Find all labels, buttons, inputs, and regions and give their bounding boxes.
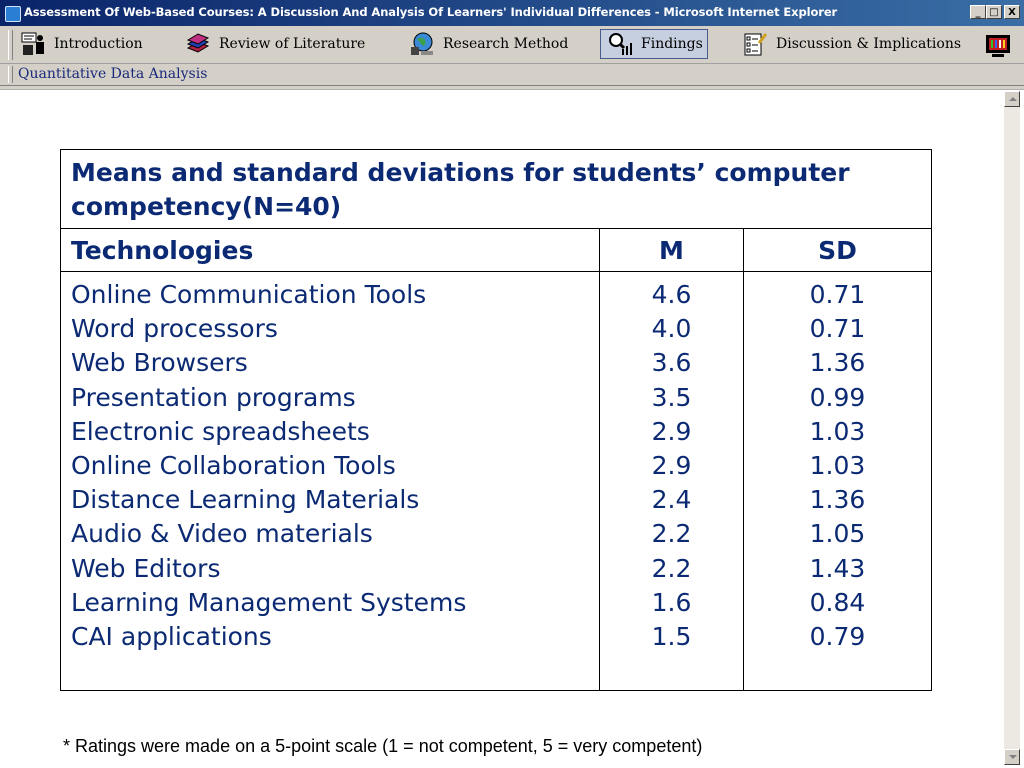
toolbar-grip[interactable]	[8, 30, 13, 60]
mean-cell: 4.0	[651, 314, 692, 344]
window-title: Assessment Of Web-Based Courses: A Discussion And Analysis Of Learners' Individual Differences - Microsoft Internet Explorer	[24, 5, 838, 19]
nav-label: Findings	[641, 36, 703, 52]
mean-cell: 2.9	[651, 451, 692, 481]
nav-label: Research Method	[443, 36, 569, 52]
toolbar-divider	[0, 86, 1024, 90]
sd-cell: 1.43	[809, 553, 866, 583]
technology-cell: CAI applications	[71, 622, 272, 652]
mean-cell: 3.5	[651, 382, 692, 412]
books-icon	[185, 31, 211, 57]
sd-cell: 1.03	[809, 416, 866, 446]
globe-person-icon	[409, 31, 435, 57]
nav-label: Review of Literature	[219, 36, 366, 52]
technology-cell: Learning Management Systems	[71, 587, 467, 617]
table-caption: Means and standard deviations for students’ computer competency(N=40)	[61, 150, 932, 229]
breadcrumb-bar	[0, 64, 1024, 86]
technology-cell: Online Collaboration Tools	[71, 451, 396, 481]
header-sd: SD	[744, 229, 932, 272]
sd-column	[744, 272, 932, 691]
sd-cell: 0.71	[809, 314, 866, 344]
arrow-down-icon	[1009, 755, 1017, 759]
technology-cell: Presentation programs	[71, 382, 356, 412]
mean-cell: 2.2	[651, 553, 692, 583]
maximize-button[interactable]: □	[986, 5, 1002, 19]
technology-cell: Word processors	[71, 314, 278, 344]
presenter-icon	[20, 31, 46, 57]
technology-cell: Distance Learning Materials	[71, 485, 420, 515]
ie-app-icon[interactable]	[5, 6, 21, 22]
sd-cell: 0.84	[809, 587, 866, 617]
scroll-down-button[interactable]	[1004, 749, 1020, 765]
window-controls	[968, 5, 1020, 19]
sd-cell: 0.79	[809, 622, 866, 652]
mean-cell: 2.4	[651, 485, 692, 515]
mean-cell: 2.9	[651, 416, 692, 446]
technology-cell: Electronic spreadsheets	[71, 416, 370, 446]
table-header-row	[61, 229, 932, 272]
competency-table	[60, 149, 932, 691]
technology-column	[61, 272, 600, 691]
mean-cell: 3.6	[651, 348, 692, 378]
breadcrumb: Quantitative Data Analysis	[18, 66, 208, 82]
navigation-toolbar	[0, 26, 1024, 64]
checklist-icon	[742, 31, 768, 57]
technology-cell: Online Communication Tools	[71, 280, 427, 309]
vertical-scrollbar[interactable]	[1004, 91, 1020, 765]
nav-label: Discussion & Implications	[776, 36, 962, 52]
nav-introduction[interactable]	[14, 29, 149, 59]
minimize-button[interactable]: _	[970, 5, 986, 19]
header-mean: M	[600, 229, 744, 272]
sd-cell: 1.36	[809, 485, 866, 515]
arrow-up-icon	[1009, 97, 1017, 101]
nav-discussion-implications[interactable]	[736, 29, 967, 59]
magnifier-chart-icon	[607, 31, 633, 57]
header-technologies: Technologies	[61, 229, 600, 272]
technology-cell: Web Browsers	[71, 348, 248, 378]
mean-cell: 1.6	[651, 587, 692, 617]
technology-cell: Audio & Video materials	[71, 519, 373, 549]
mean-column	[600, 272, 744, 691]
sd-cell: 1.03	[809, 451, 866, 481]
sd-cell: 1.05	[809, 519, 866, 549]
monitor-icon[interactable]	[984, 34, 1012, 60]
nav-review-of-literature[interactable]	[179, 29, 371, 59]
mean-cell: 2.2	[651, 519, 692, 549]
mean-cell: 1.5	[651, 622, 692, 652]
scroll-up-button[interactable]	[1004, 91, 1020, 107]
window-title-bar	[0, 0, 1024, 26]
nav-research-method[interactable]	[403, 29, 574, 59]
nav-label: Introduction	[54, 36, 143, 52]
sd-cell: 1.36	[809, 348, 866, 378]
technology-cell: Web Editors	[71, 553, 221, 583]
mean-cell: 4.6	[651, 280, 692, 309]
toolbar-grip[interactable]	[8, 66, 13, 83]
nav-findings[interactable]	[600, 29, 708, 59]
footnote: * Ratings were made on a 5-point scale (1 = not competent, 5 = very competent)	[63, 736, 703, 756]
sd-cell: 0.71	[809, 280, 866, 309]
sd-cell: 0.99	[809, 382, 866, 412]
close-button[interactable]: X	[1004, 5, 1020, 19]
table-body-row	[61, 272, 932, 691]
